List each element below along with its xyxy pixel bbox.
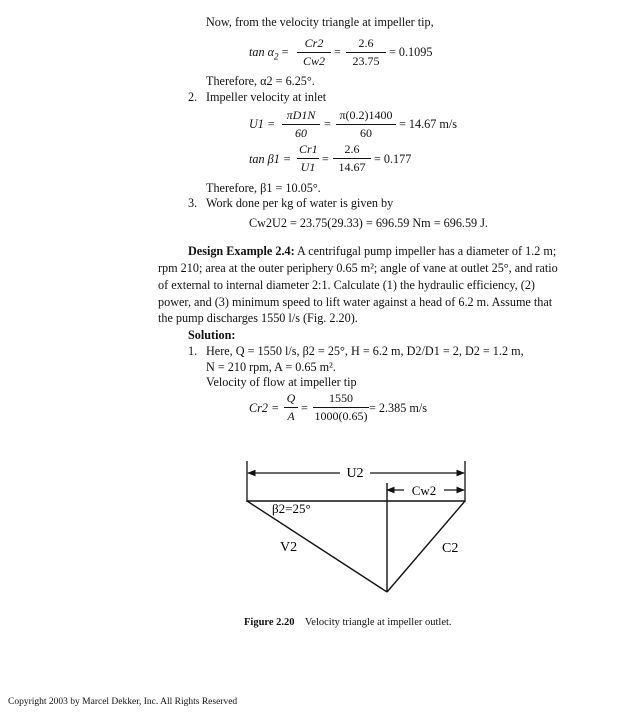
label-c2: C2 xyxy=(442,541,459,556)
design-example-line1: Design Example 2.4: A centrifugal pump impeller has a diameter of 1.2 m; xyxy=(188,244,557,258)
design-example-line4: power, and (3) minimum speed to lift water against a head of 6.2 m. Assume that xyxy=(158,295,553,309)
fraction-cr2-cw2: $\frac{Cr2}{Cw2}$ xyxy=(297,36,331,69)
step3-number: 3. xyxy=(188,196,198,210)
label-beta2: β2=25° xyxy=(272,501,311,516)
velocity-triangle-figure xyxy=(236,455,476,615)
cr2-lhs: Cr2 = xyxy=(249,401,280,415)
label-cw2: Cw2 xyxy=(411,483,437,498)
step2-number: 2. xyxy=(188,90,198,104)
tan-alpha2-lhs: $\tan \alpha_2$ = xyxy=(249,45,289,62)
u1-result: = 14.67 m/s xyxy=(399,117,457,131)
design-example-line5: the pump discharges 1550 l/s (Fig. 2.20). xyxy=(158,311,358,325)
solution-velocity-of-flow: Velocity of flow at impeller tip xyxy=(206,375,357,389)
design-example-line3: of external to internal diameter 2:1. Calculate (1) the hydraulic efficiency, (2) xyxy=(158,278,535,292)
tan-beta1-lhs: tan β1 = xyxy=(249,152,292,166)
u1-fraction2: $\frac{\pi(0.2)1400}{60}$ xyxy=(336,108,396,141)
cr2-fraction1: $\frac{Q}{A}$ xyxy=(284,391,298,424)
tan-beta1-fraction2: $\frac{2.6}{14.67}$ xyxy=(333,142,371,175)
solution-given-values: Here, Q = 1550 l/s, β2 = 25°, H = 6.2 m, D2/D1 = 2, D2 = 1.2 m, xyxy=(206,344,524,358)
intro-line: Now, from the velocity triangle at impeller tip, xyxy=(206,15,434,29)
label-u2: U2 xyxy=(346,466,364,481)
solution-item1-number: 1. xyxy=(188,344,198,358)
u1-lhs: U1 = xyxy=(249,117,276,131)
fraction-values: $\frac{2.6}{23.75}$ xyxy=(346,36,386,69)
tan-beta1-result: = 0.177 xyxy=(374,152,412,166)
step2-title: Impeller velocity at inlet xyxy=(206,90,327,104)
tan-beta1-fraction1: $\frac{Cr1}{U1}$ xyxy=(299,142,318,174)
design-example-line2: rpm 210; area at the outer periphery 0.65 m²; angle of vane at outlet 25°, and ratio xyxy=(158,261,558,275)
therefore-beta1: Therefore, β1 = 10.05°. xyxy=(206,181,321,195)
solution-heading: Solution: xyxy=(188,328,236,342)
work-done-equation: Cw2U2 = 23.75(29.33) = 696.59 Nm = 696.59 J. xyxy=(249,216,488,230)
v2-vector xyxy=(247,501,387,592)
cr2-result: = 2.385 m/s xyxy=(369,401,427,415)
copyright-notice: Copyright 2003 by Marcel Dekker, Inc. All Rights Reserved xyxy=(8,697,238,707)
u1-fraction1: $\frac{\pi D1N}{60}$ xyxy=(282,108,320,141)
therefore-alpha2: Therefore, α2 = 6.25°. xyxy=(206,74,315,88)
step3-title: Work done per kg of water is given by xyxy=(206,196,394,210)
label-v2: V2 xyxy=(280,540,298,555)
solution-given-values-2: N = 210 rpm, A = 0.65 m². xyxy=(206,360,336,374)
cr2-fraction2: $\frac{1550}{1000(0.65)}$ xyxy=(314,391,368,423)
figure-caption: Figure 2.20 Velocity triangle at impeller outlet. xyxy=(244,617,452,628)
tan-alpha2-result: = 0.1095 xyxy=(389,45,433,59)
